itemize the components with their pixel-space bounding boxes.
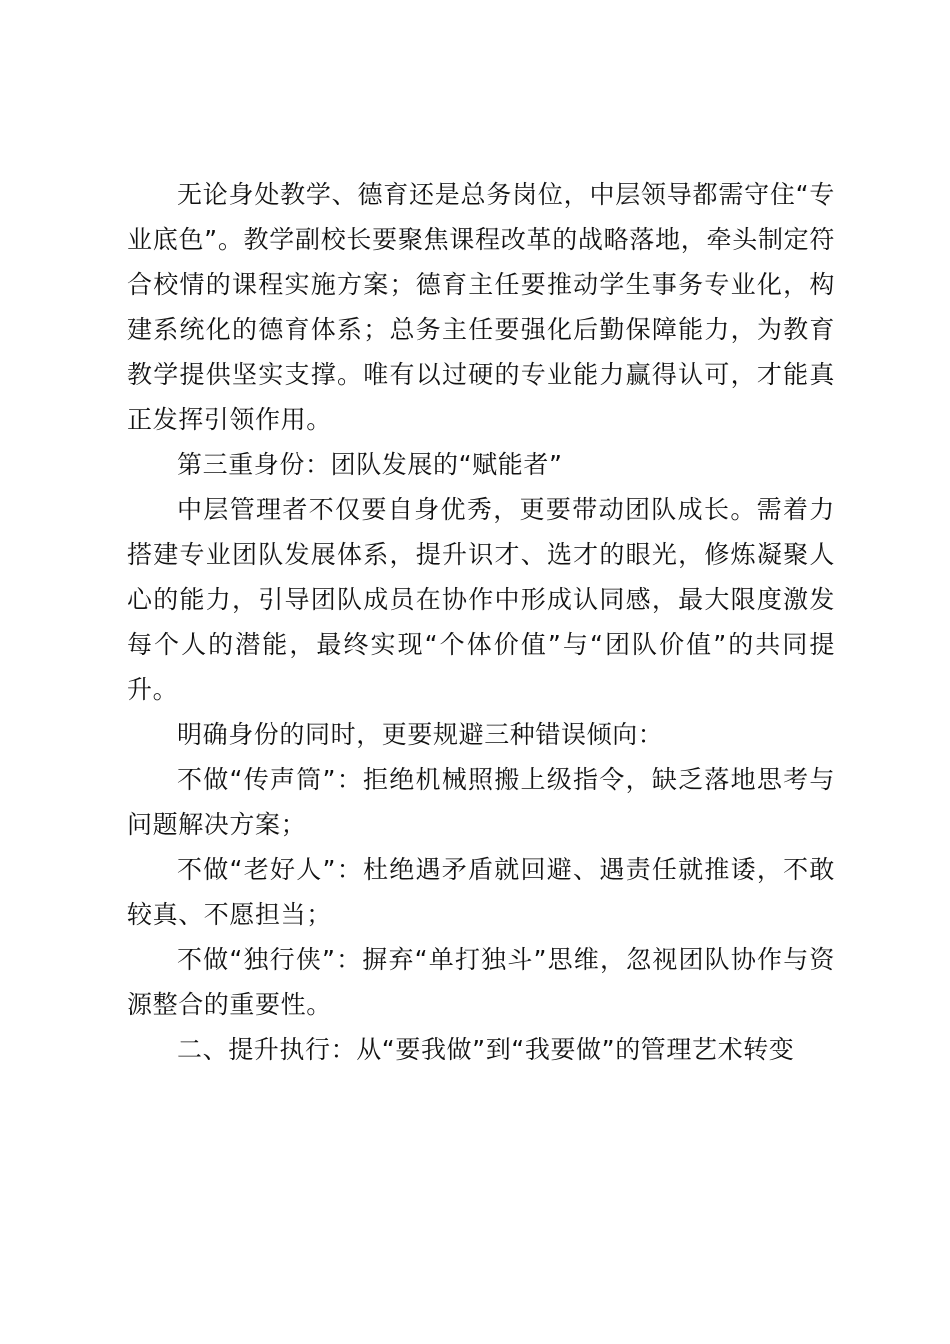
paragraph-professional-foundation: 无论身处教学、德育还是总务岗位，中层领导都需守住“专业底色”。教学副校长要聚焦课程改革的战略落地，牵头制定符合校情的课程实施方案；德育主任要推动学生事务专业化，构建系统化的德育体系；总务主任要强化后勤保障能力，为教育教学提供坚实支撑。唯有以过硬的专业能力赢得认可，才能真正发挥引领作用。	[127, 180, 835, 434]
list-item-not-mouthpiece: 不做“传声筒”：拒绝机械照搬上级指令，缺乏落地思考与问题解决方案；	[127, 765, 835, 839]
section-heading-third-identity: 第三重身份：团队发展的“赋能者”	[177, 450, 563, 479]
list-item-not-yes-man: 不做“老好人”：杜绝遇矛盾就回避、遇责任就推诿，不敢较真、不愿担当；	[127, 855, 835, 929]
document-body	[127, 172, 835, 1072]
section-heading-improve-execution: 二、提升执行：从“要我做”到“我要做”的管理艺术转变	[177, 1035, 795, 1064]
paragraph-team-empowerment: 中层管理者不仅要自身优秀，更要带动团队成长。需着力搭建专业团队发展体系，提升识才、选才的眼光，修炼凝聚人心的能力，引导团队成员在协作中形成认同感，最大限度激发每个人的潜能，最终实现“个体价值”与“团队价值”的共同提升。	[127, 495, 835, 704]
paragraph-three-wrong-tendencies: 明确身份的同时，更要规避三种错误倾向：	[177, 720, 664, 749]
list-item-not-lone-ranger: 不做“独行侠”：摒弃“单打独斗”思维，忽视团队协作与资源整合的重要性。	[127, 945, 835, 1019]
